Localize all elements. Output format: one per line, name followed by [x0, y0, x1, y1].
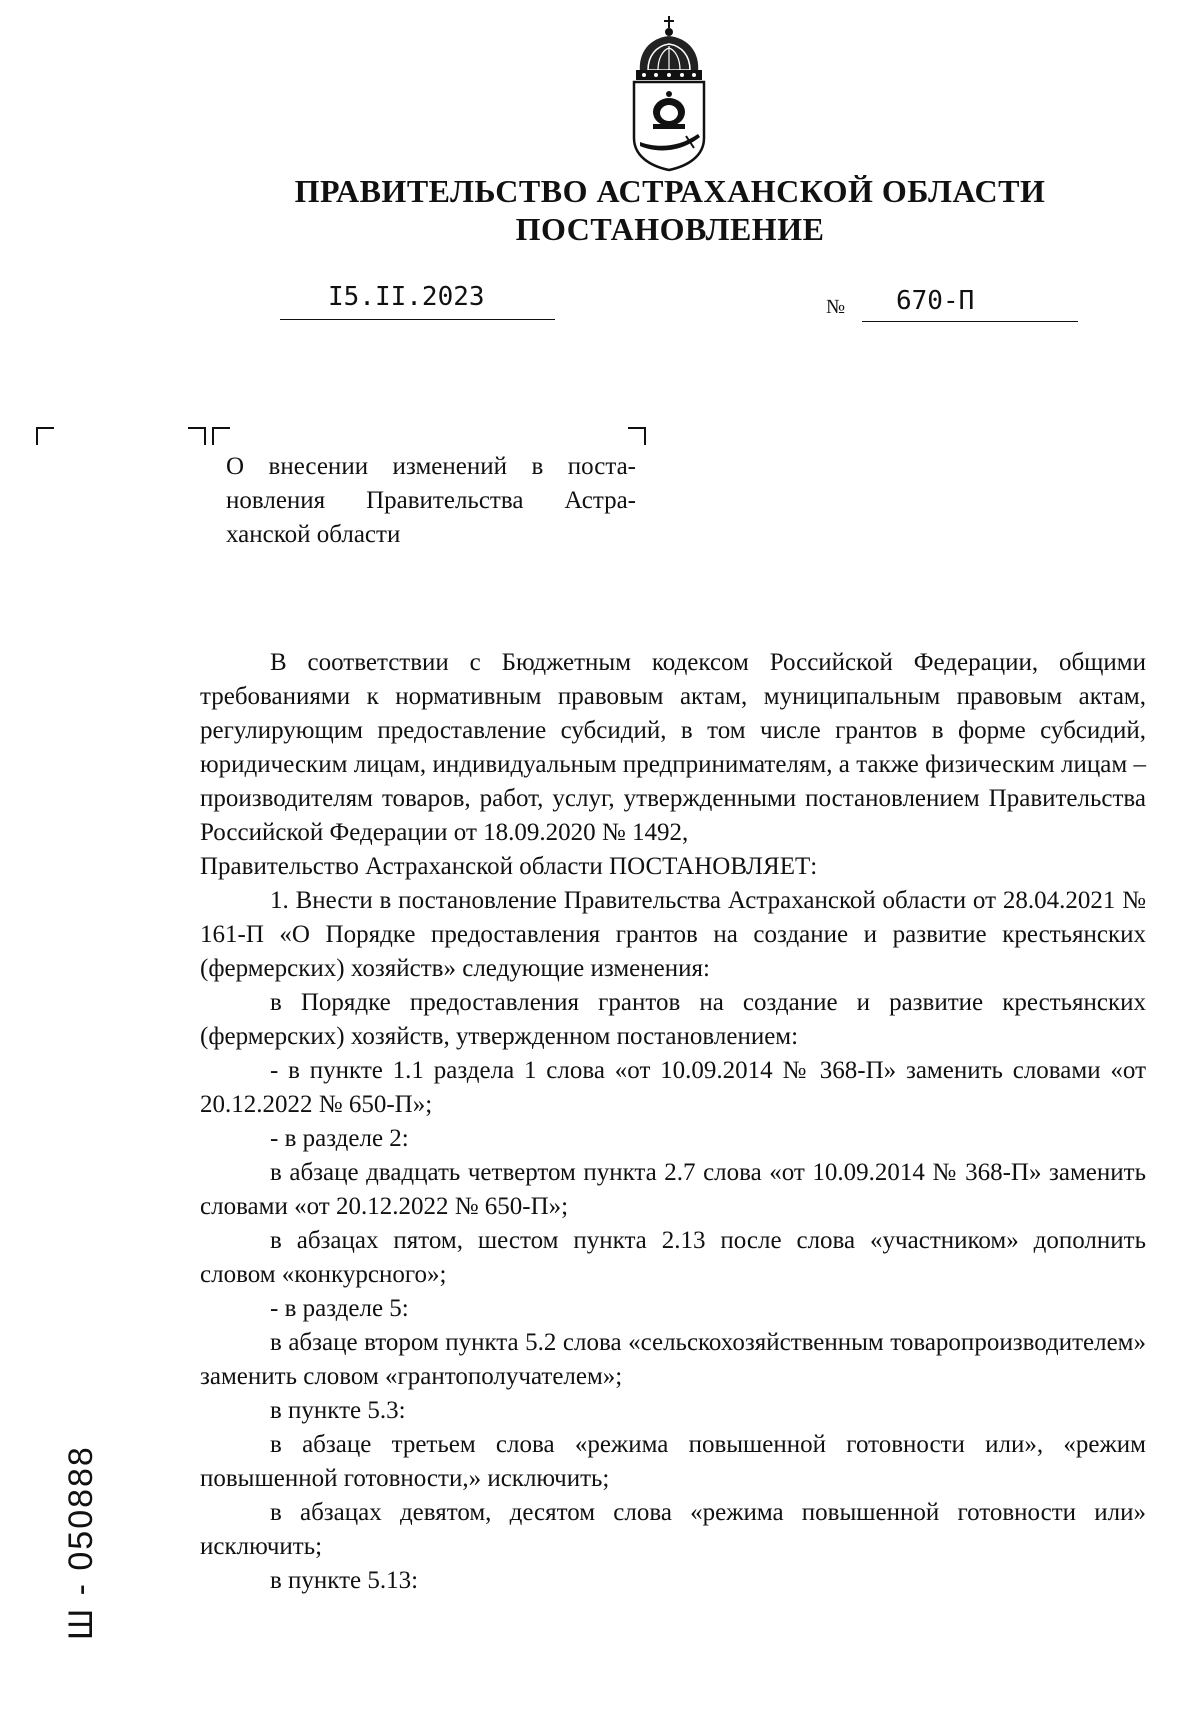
body-paragraph: - в разделе 2:: [270, 1125, 409, 1152]
body-paragraph: - в разделе 5:: [270, 1295, 409, 1322]
coat-of-arms-icon: [626, 14, 712, 172]
subject-line: О внесении изменений в поста-: [226, 453, 636, 480]
subject-line: ханской области: [226, 521, 401, 548]
body-paragraph: в абзаце двадцать четвертом пункта 2.7 слова «от 10.09.2014 № 368-П» заменить словами «от 20.12.2022 № 650-П»;: [200, 1159, 1146, 1220]
resolution-line: Правительство Астраханской области ПОСТАНОВЛЯЕТ:: [200, 853, 818, 880]
corner-mark: [628, 427, 646, 445]
document-number: 670-П: [862, 286, 1078, 322]
subject-line: новления Правительства Астра-: [226, 487, 636, 514]
corner-mark: [188, 427, 206, 445]
item-1-paragraph: 1. Внести в постановление Правительства Астраханской области от 28.04.2021 № 161-П «О Порядке предоставления грантов на создание и развитие крестьянских (фермерских) хозяйств» следующие изменения:: [200, 887, 1146, 982]
document-body: [200, 646, 1146, 1598]
body-paragraph: - в пункте 1.1 раздела 1 слова «от 10.09.2014 № 368-П» заменить словами «от 20.12.2022 № 650-П»;: [200, 1057, 1146, 1118]
body-paragraph: в пункте 5.3:: [270, 1397, 406, 1424]
number-sign: №: [826, 296, 846, 318]
document-date: I5.II.2023: [280, 282, 555, 320]
body-paragraph: в абзацах пятом, шестом пункта 2.13 после слова «участником» дополнить словом «конкурсного»;: [200, 1227, 1146, 1288]
corner-mark: [212, 427, 230, 445]
preamble-paragraph: В соответствии с Бюджетным кодексом Российской Федерации, общими требованиями к нормативным правовым актам, муниципальным правовым актам, регулирующим предоставление субсидий, в том числе грантов в форме субсидий, юридическим лицам, индивидуальным предпринимателям, а также физическим лицам – производителям товаров, работ, услуг, утвержденными постановлением Правительства Российской Федерации от 18.09.2020 № 1492,: [200, 649, 1146, 846]
form-serial-number: Ш - 050888: [62, 1445, 100, 1640]
corner-mark: [36, 427, 54, 445]
document-subject: [226, 450, 636, 552]
body-paragraph: в абзаце втором пункта 5.2 слова «сельскохозяйственным товаропроизводителем» заменить словом «грантополучателем»;: [200, 1329, 1146, 1390]
issuer-title: ПРАВИТЕЛЬСТВО АСТРАХАНСКОЙ ОБЛАСТИ: [294, 173, 1046, 209]
body-paragraph: в пункте 5.13:: [270, 1567, 419, 1594]
body-paragraph: в абзаце третьем слова «режима повышенной готовности или», «режим повышенной готовности,» исключить;: [200, 1431, 1146, 1492]
document-type: ПОСТАНОВЛЕНИЕ: [515, 211, 825, 247]
body-paragraph: в абзацах девятом, десятом слова «режима повышенной готовности или» исключить;: [200, 1499, 1146, 1560]
body-paragraph: в Порядке предоставления грантов на создание и развитие крестьянских (фермерских) хозяйств, утвержденном постановлением:: [200, 989, 1146, 1050]
document-header: [200, 172, 1140, 248]
